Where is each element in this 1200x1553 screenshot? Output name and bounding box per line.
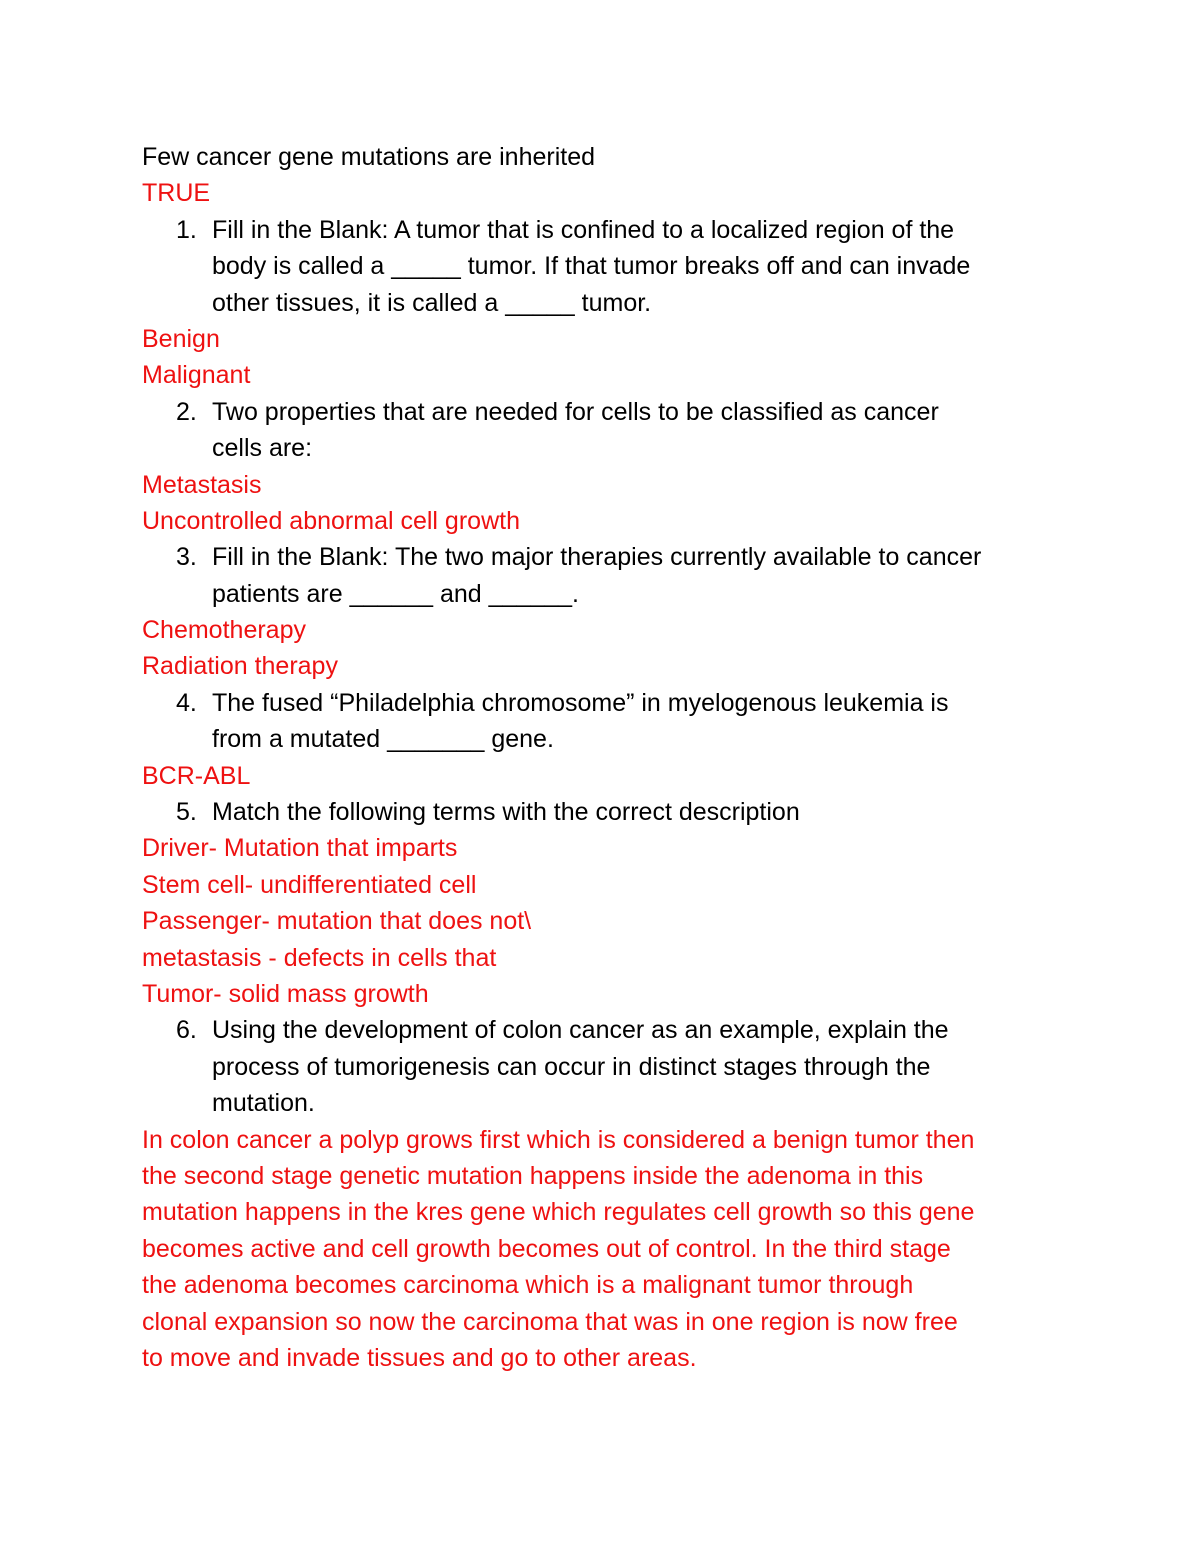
answer-line: Radiation therapy (142, 652, 338, 681)
answer-line: In colon cancer a polyp grows first which is considered a benign tumor then (142, 1125, 975, 1154)
question-number: 5. (176, 798, 197, 827)
intro-statement: Few cancer gene mutations are inherited (142, 143, 596, 171)
question-line: cells are: (212, 434, 313, 463)
question-number: 6. (176, 1016, 197, 1045)
answer-line: Uncontrolled abnormal cell growth (142, 506, 520, 535)
answer-line: Metastasis (142, 470, 262, 499)
question-line: Two properties that are needed for cells to be classified as cancer (212, 397, 939, 426)
question-line: body is called a _____ tumor. If that tumor breaks off and can invade (212, 252, 971, 281)
question-line: process of tumorigenesis can occur in distinct stages through the (212, 1052, 931, 1081)
answer-line: Chemotherapy (142, 616, 306, 645)
answer-line: Tumor- solid mass growth (142, 980, 429, 1008)
intro-answer: TRUE (142, 179, 211, 208)
question-line: Fill in the Blank: The two major therapies currently available to cancer (212, 543, 982, 572)
answer-line: the adenoma becomes carcinoma which is a malignant tumor through (142, 1271, 914, 1300)
answer-line: Stem cell- undifferentiated cell (142, 870, 477, 899)
question-number: 4. (176, 688, 197, 717)
answer-line: metastasis - defects in cells that (142, 943, 497, 972)
question-4 (176, 685, 1200, 758)
question-line: mutation. (212, 1089, 315, 1118)
question-2 (176, 394, 1200, 467)
answer-line: the second stage genetic mutation happens inside the adenoma in this (142, 1161, 924, 1190)
answer-line: mutation happens in the kres gene which regulates cell growth so this gene (142, 1198, 975, 1227)
answer-line: BCR-ABL (142, 761, 251, 790)
question-6 (176, 1012, 1200, 1121)
question-number: 2. (176, 397, 197, 426)
answer-line: Benign (142, 324, 220, 353)
answer-line: Passenger- mutation that does not\ (142, 907, 532, 936)
question-line: The fused “Philadelphia chromosome” in myelogenous leukemia is (212, 688, 949, 717)
answer-line: Malignant (142, 361, 251, 390)
question-5 (176, 794, 1200, 830)
question-line: patients are ______ and ______. (212, 579, 579, 608)
question-number: 1. (176, 215, 197, 244)
question-line: Using the development of colon cancer as an example, explain the (212, 1016, 949, 1045)
question-3 (176, 539, 1200, 612)
question-line: Match the following terms with the correct description (212, 798, 800, 827)
answer-line: to move and invade tissues and go to other areas. (142, 1343, 697, 1372)
answer-line: clonal expansion so now the carcinoma that was in one region is now free (142, 1307, 958, 1336)
question-line: other tissues, it is called a _____ tumor. (212, 288, 652, 317)
question-line: from a mutated _______ gene. (212, 725, 554, 754)
question-1 (176, 212, 1200, 321)
answer-line: Driver- Mutation that imparts (142, 834, 458, 863)
answer-line: becomes active and cell growth becomes out of control. In the third stage (142, 1234, 951, 1263)
question-number: 3. (176, 543, 197, 572)
question-line: Fill in the Blank: A tumor that is confined to a localized region of the (212, 215, 955, 244)
